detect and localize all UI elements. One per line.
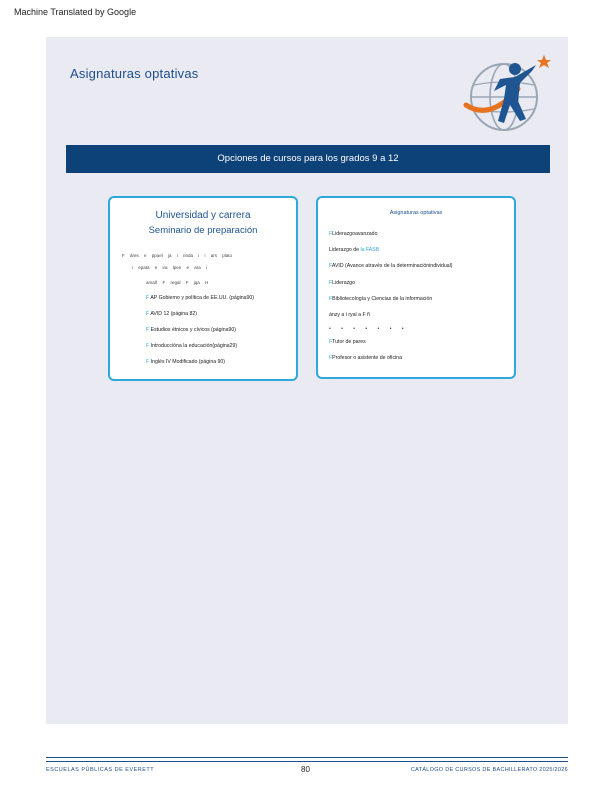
- list-item: FLiderazgoavanzado: [329, 231, 378, 237]
- garbled-text-line: ánzy a i ryal a F ñ: [329, 312, 370, 318]
- page-title: Asignaturas optativas: [70, 66, 199, 81]
- footer-school-name: ESCUELAS PÚBLICAS DE EVERETT: [46, 767, 155, 773]
- bullet-dots: • • • • • • •: [329, 326, 404, 332]
- seminar-heading: Seminario de preparación: [148, 225, 258, 236]
- list-item: F AVID 12 (página 82): [146, 311, 197, 317]
- list-item: Liderazgo de la FASB: [329, 247, 380, 253]
- college-career-box: [108, 196, 298, 381]
- machine-translated-label: Machine Translated by Google: [14, 7, 137, 17]
- footer-catalog-title: CATÁLOGO DE CURSOS DE BACHILLERATO 2025/2026: [410, 767, 568, 773]
- college-career-heading: Universidad y carrera: [155, 210, 251, 221]
- list-item: FProfesor o asistente de oficina: [329, 355, 402, 361]
- list-item: FTutor de pares: [329, 339, 366, 345]
- list-item: F Estudios étnicos y cívicos (página90): [146, 327, 236, 333]
- list-item: FAVID (Avance através de la determinaciónindividual): [329, 263, 453, 269]
- grade-options-banner: Opciones de cursos para los grados 9 a 12: [66, 145, 550, 173]
- list-item: F Introduccióna la educación(página29): [146, 343, 238, 349]
- garbled-text-line: F áres e ppuel ja i rinda i i ars plato: [122, 253, 233, 258]
- school-logo-icon: [460, 49, 552, 141]
- list-item: F Inglés IV Modificado (página 90): [146, 359, 226, 365]
- electives-box-title: Asignaturas optativas: [389, 210, 443, 216]
- footer-divider: [46, 757, 568, 758]
- garbled-text-line: i epata e ira lpen e ara i: [132, 265, 208, 270]
- page-number: 80: [301, 765, 310, 774]
- list-item: FLiderazgo: [329, 280, 355, 286]
- garbled-text-line: amañ F regal F jqa H: [146, 280, 209, 285]
- footer-divider: [46, 761, 568, 762]
- list-item: FBibliotecología y Ciencias de la información: [329, 296, 433, 302]
- list-item: F AP Gobierno y política de EE.UU. (página90): [146, 295, 255, 301]
- electives-box: [316, 196, 516, 379]
